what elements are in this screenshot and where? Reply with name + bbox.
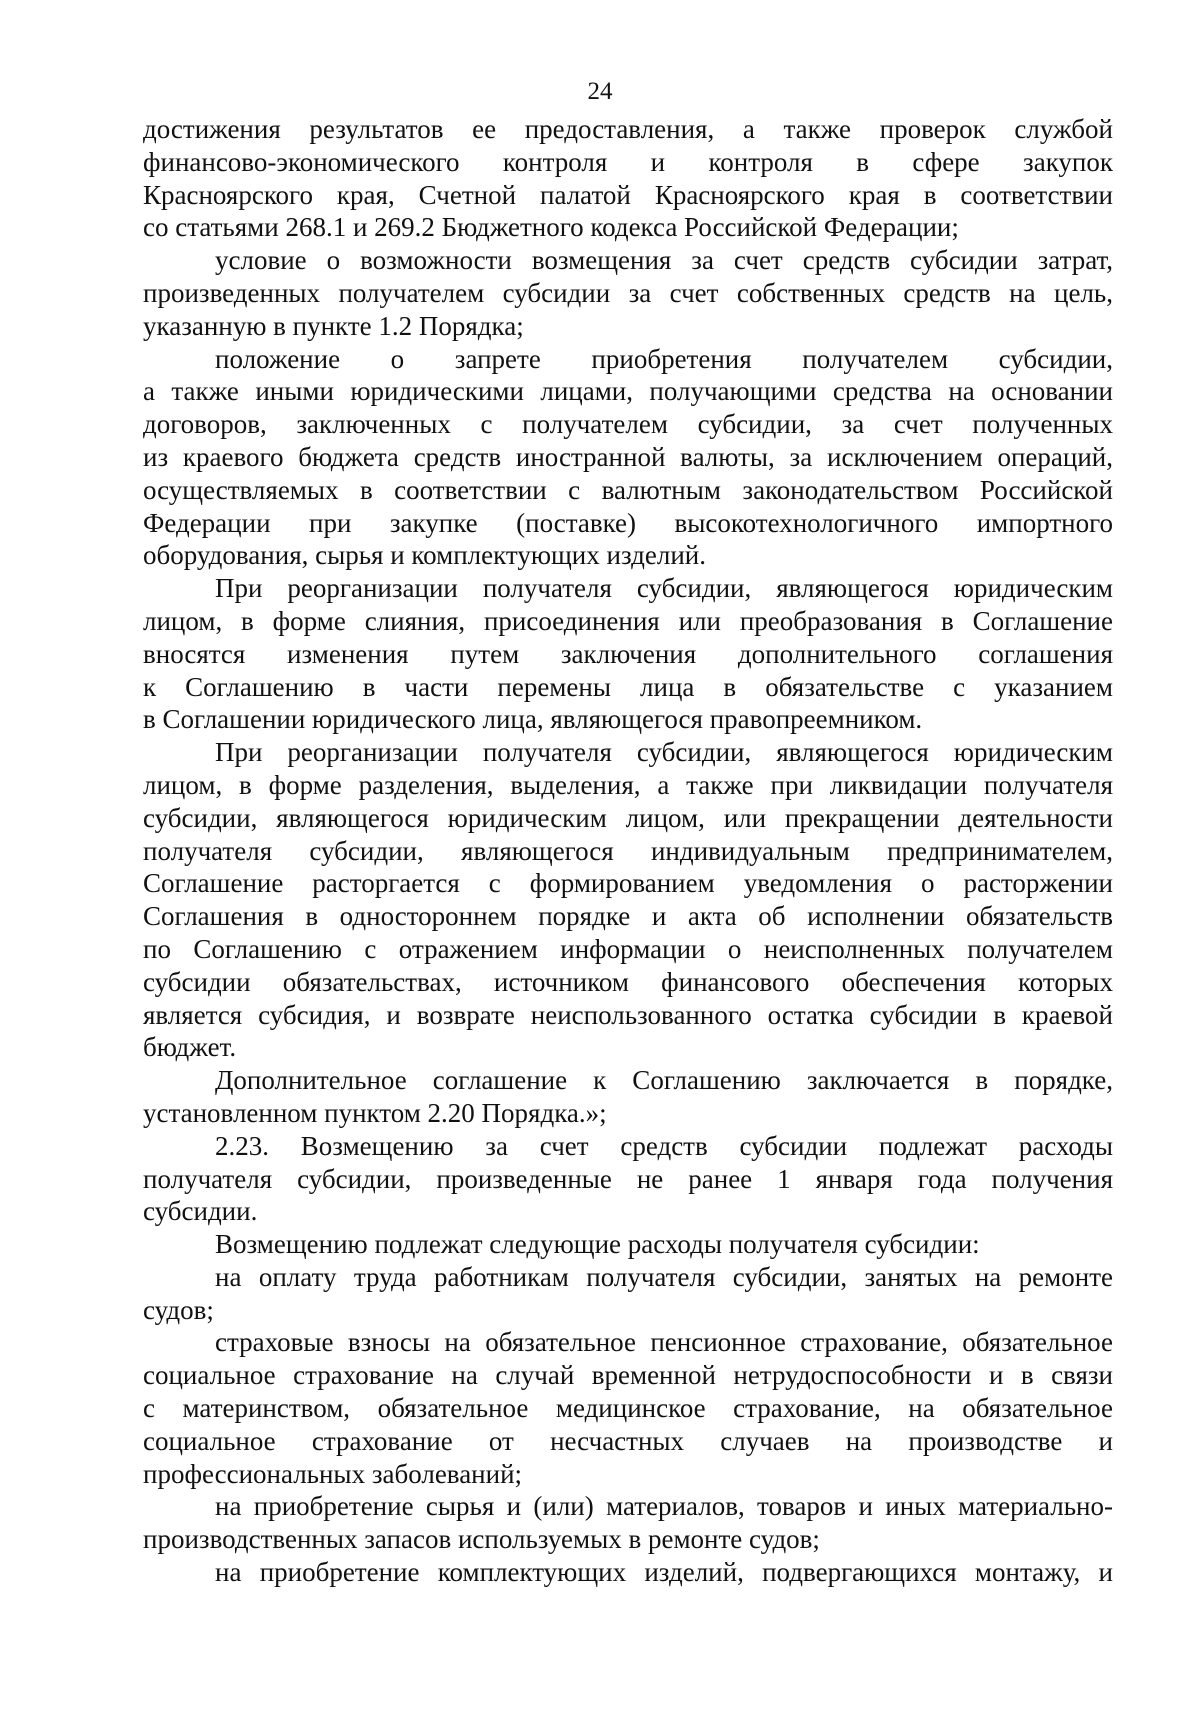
text-line: условие о возможности возмещения за счет средств субсидии затрат, [215, 245, 1113, 276]
text-line: на оплату труда работникам получателя субсидии, занятых на ремонте [215, 1261, 1113, 1292]
text-line: профессиональных заболеваний; [143, 1458, 523, 1489]
page-number: 24 [587, 78, 613, 105]
paragraph [143, 1326, 1113, 1490]
text-line: Дополнительное соглашение к Соглашению заключается в порядке, [215, 1065, 1113, 1096]
text-line: по Соглашению с отражением информации о неисполненных получателем [143, 933, 1113, 964]
text-line: Соглашение расторгается с формированием уведомления о расторжении [143, 868, 1113, 899]
text-line: Соглашения в одностороннем порядке и акта об исполнении обязательств [143, 901, 1113, 932]
text-line: установленном пунктом 2.20 Порядка.»; [143, 1097, 607, 1128]
text-line: субсидии. [143, 1196, 258, 1227]
text-line: а также иными юридическими лицами, получающими средства на основании [143, 376, 1113, 407]
text-line: производственных запасов используемых в ремонте судов; [143, 1524, 820, 1555]
text-line: Федерации при закупке (поставке) высокотехнологичного импортного [143, 507, 1113, 538]
text-line: субсидии, являющегося юридическим лицом, или прекращении деятельности [143, 802, 1113, 833]
text-line: лицом, в форме слияния, присоединения или преобразования в Соглашение [143, 605, 1113, 636]
text-line: социальное страхование на случай временной нетрудоспособности и в связи [143, 1360, 1113, 1391]
text-line: При реорганизации получателя субсидии, являющегося юридическим [215, 737, 1113, 768]
text-line: финансово-экономического контроля и контроля в сфере закупок [143, 146, 1113, 177]
text-line: получателя субсидии, произведенные не ранее 1 января года получения [143, 1163, 1113, 1194]
paragraph [143, 1261, 1113, 1327]
paragraph [143, 1064, 1113, 1130]
text-line: произведенных получателем субсидии за счет собственных средств на цель, [143, 277, 1113, 308]
paragraph [143, 572, 1113, 736]
text-line: вносятся изменения путем заключения дополнительного соглашения [143, 638, 1113, 669]
paragraph [143, 113, 1113, 244]
text-line: является субсидия, и возврате неиспользованного остатка субсидии в краевой [143, 999, 1113, 1030]
text-line: оборудования, сырья и комплектующих изделий. [143, 540, 706, 571]
paragraph [143, 343, 1113, 573]
text-line: с материнством, обязательное медицинское страхование, на обязательное [143, 1393, 1113, 1424]
text-line: в Соглашении юридического лица, являющегося правопреемником. [143, 704, 923, 735]
paragraph [143, 244, 1113, 342]
paragraph [143, 1130, 1113, 1228]
text-line: из краевого бюджета средств иностранной валюты, за исключением операций, [143, 441, 1113, 472]
paragraph [143, 1228, 1113, 1261]
text-line: на приобретение сырья и (или) материалов, товаров и иных материально- [215, 1491, 1113, 1522]
text-line: судов; [143, 1294, 214, 1325]
text-line: Красноярского края, Счетной палатой Красноярского края в соответствии [143, 179, 1113, 210]
text-line: социальное страхование от несчастных случаев на производстве и [143, 1425, 1113, 1456]
text-line: осуществляемых в соответствии с валютным законодательством Российской [143, 474, 1113, 505]
paragraph [143, 1490, 1113, 1556]
text-line: на приобретение комплектующих изделий, подвергающихся монтажу, и [215, 1557, 1113, 1588]
text-line: со статьями 268.1 и 269.2 Бюджетного кодекса Российской Федерации; [143, 212, 959, 243]
text-line: достижения результатов ее предоставления, а также проверок службой [143, 114, 1113, 144]
text-line: При реорганизации получателя субсидии, являющегося юридическим [215, 573, 1113, 604]
text-line: к Соглашению в части перемены лица в обязательстве с указанием [143, 671, 1113, 702]
text-line: положение о запрете приобретения получателем субсидии, [215, 343, 1113, 374]
text-line: лицом, в форме разделения, выделения, а также при ликвидации получателя [143, 769, 1113, 800]
text-line: 2.23. Возмещению за счет средств субсидии подлежат расходы [215, 1130, 1113, 1161]
text-line: страховые взносы на обязательное пенсионное страхование, обязательное [215, 1327, 1113, 1358]
document-body [143, 113, 1113, 1589]
text-line: субсидии обязательствах, источником финансового обеспечения которых [143, 966, 1113, 997]
paragraph [143, 1556, 1113, 1589]
text-line: договоров, заключенных с получателем субсидии, за счет полученных [143, 409, 1113, 440]
paragraph [143, 736, 1113, 1064]
text-line: Возмещению подлежат следующие расходы получателя субсидии: [215, 1229, 980, 1260]
text-line: указанную в пункте 1.2 Порядка; [143, 310, 524, 341]
text-line: получателя субсидии, являющегося индивидуальным предпринимателем, [143, 835, 1113, 866]
text-line: бюджет. [143, 1032, 237, 1063]
